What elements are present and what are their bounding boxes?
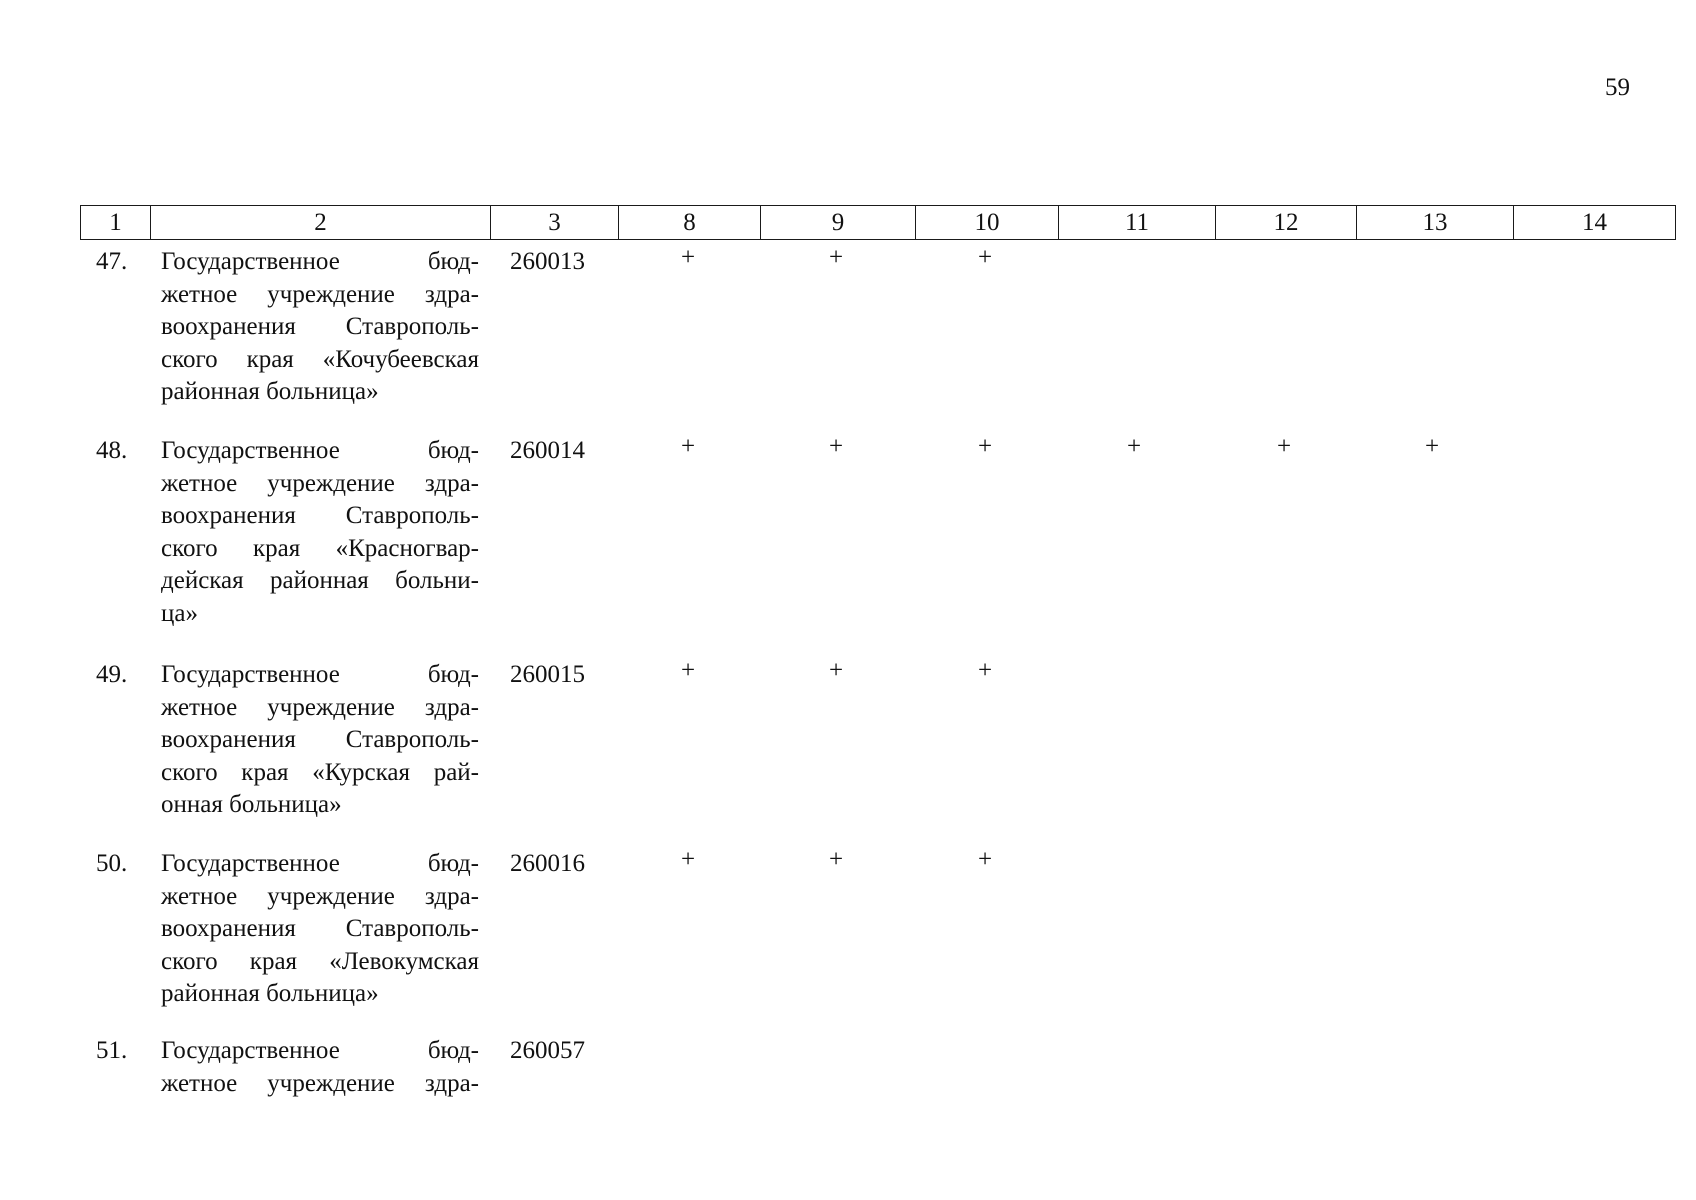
mark-col-9: + (828, 244, 844, 271)
row-number: 47. (96, 248, 128, 275)
institution-code: 260016 (510, 850, 585, 877)
header-cell: 8 (619, 206, 761, 240)
row-number: 48. (96, 437, 128, 464)
header-cell: 14 (1514, 206, 1676, 240)
institution-name (161, 848, 479, 1011)
name-line: ского края «Красногвар- (161, 534, 479, 562)
institution-code: 260015 (510, 661, 585, 688)
name-line: воохранения Ставрополь- (161, 726, 479, 753)
mark-col-10: + (977, 244, 993, 271)
name-line: ца» (161, 599, 198, 627)
mark-col-9: + (828, 433, 844, 460)
row-number: 51. (96, 1037, 128, 1064)
header-cell: 11 (1059, 206, 1216, 240)
header-cell: 9 (761, 206, 916, 240)
row-number: 49. (96, 661, 128, 688)
mark-col-8: + (680, 846, 696, 873)
name-line: жетное учреждение здра- (161, 882, 479, 910)
name-line: районная больница» (161, 378, 379, 405)
name-line: Государственное бюд- (161, 1037, 479, 1064)
mark-col-13: + (1424, 433, 1440, 460)
name-line: Государственное бюд- (161, 850, 479, 877)
name-line: ского края «Курская рай- (161, 758, 479, 786)
name-line: жетное учреждение здра- (161, 693, 479, 721)
institution-code: 260013 (510, 248, 585, 275)
row-number: 50. (96, 850, 128, 877)
institution-code: 260057 (510, 1037, 585, 1064)
mark-col-12: + (1276, 433, 1292, 460)
header-cell: 10 (916, 206, 1059, 240)
column-header-table (80, 205, 1676, 240)
name-line: ского края «Кочубеевская (161, 345, 479, 373)
name-line: воохранения Ставрополь- (161, 915, 479, 942)
header-cell: 3 (491, 206, 619, 240)
name-line: жетное учреждение здра- (161, 280, 479, 308)
header-cell: 13 (1357, 206, 1514, 240)
institution-name (161, 659, 479, 822)
name-line: районная больница» (161, 980, 379, 1007)
name-line: онная больница» (161, 791, 342, 818)
institution-name (161, 246, 479, 409)
institution-name (161, 435, 479, 630)
mark-col-10: + (977, 657, 993, 684)
header-cell: 2 (151, 206, 491, 240)
name-line: Государственное бюд- (161, 437, 479, 464)
mark-col-9: + (828, 846, 844, 873)
name-line: дейская районная больни- (161, 567, 479, 594)
mark-col-10: + (977, 433, 993, 460)
header-cell: 12 (1216, 206, 1357, 240)
institution-name (161, 1035, 479, 1100)
mark-col-8: + (680, 433, 696, 460)
mark-col-10: + (977, 846, 993, 873)
mark-col-11: + (1126, 433, 1142, 460)
page-number: 59 (1605, 74, 1630, 101)
name-line: воохранения Ставрополь- (161, 313, 479, 340)
name-line: воохранения Ставрополь- (161, 502, 479, 529)
header-cell: 1 (81, 206, 151, 240)
name-line: Государственное бюд- (161, 248, 479, 275)
name-line: жетное учреждение здра- (161, 1069, 479, 1097)
mark-col-8: + (680, 244, 696, 271)
name-line: жетное учреждение здра- (161, 469, 479, 497)
mark-col-9: + (828, 657, 844, 684)
mark-col-8: + (680, 657, 696, 684)
institution-code: 260014 (510, 437, 585, 464)
name-line: ского края «Левокумская (161, 947, 479, 975)
name-line: Государственное бюд- (161, 661, 479, 688)
